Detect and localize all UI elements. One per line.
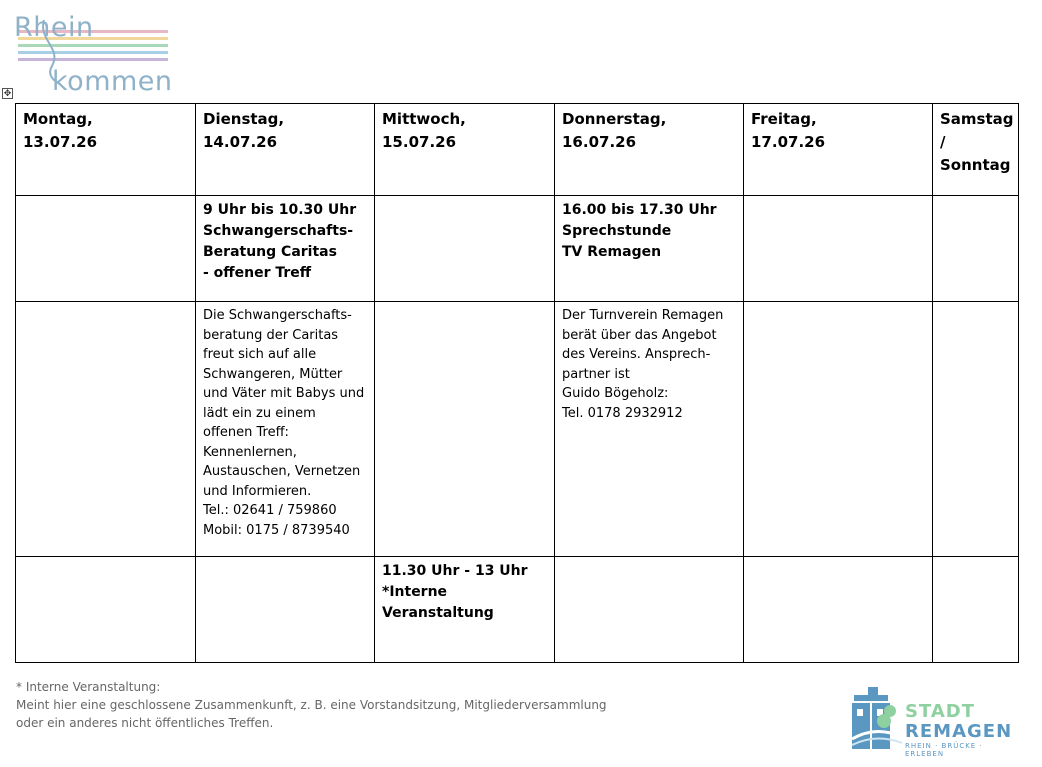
header-cell-tuesday — [196, 104, 375, 196]
table-cell — [933, 196, 1019, 302]
day-name: Dienstag, — [203, 110, 285, 128]
header-cell-monday — [16, 104, 196, 196]
table-row-event-titles — [16, 196, 1019, 302]
table-cell — [375, 557, 555, 663]
event-title: Schwangerschafts- Beratung Caritas - offener Treff — [203, 223, 354, 281]
day-date: 16.07.26 — [562, 133, 637, 151]
table-cell — [744, 302, 933, 557]
logo-word-remagen: REMAGEN — [905, 721, 1013, 742]
day-name: Donnerstag, — [562, 110, 667, 128]
header-cell-wednesday — [375, 104, 555, 196]
table-cell — [196, 196, 375, 302]
table-cell — [933, 557, 1019, 663]
stadt-remagen-logo — [848, 685, 1018, 758]
logo-word-kommen: kommen — [52, 66, 173, 97]
rhein-kommen-logo — [6, 6, 171, 98]
event-time: 11.30 Uhr - 13 Uhr — [382, 563, 528, 579]
footnote-line: * Interne Veranstaltung: — [16, 680, 161, 694]
event-time: 16.00 bis 17.30 Uhr — [562, 202, 717, 218]
footnote-line: oder ein anderes nicht öffentliches Treffen. — [16, 716, 274, 730]
table-move-handle-icon[interactable]: ✥ — [3, 89, 12, 99]
table-cell — [744, 196, 933, 302]
table-cell — [375, 302, 555, 557]
table-row-event-descriptions — [16, 302, 1019, 557]
table-cell — [555, 557, 744, 663]
header-cell-friday — [744, 104, 933, 196]
day-name: Freitag, — [751, 110, 817, 128]
header-cell-weekend — [933, 104, 1019, 196]
table-row-header — [16, 104, 1019, 196]
table-cell — [16, 196, 196, 302]
day-name: Montag, — [23, 110, 93, 128]
table-cell — [555, 302, 744, 557]
bridge-tower-icon — [848, 685, 904, 751]
table-cell — [196, 557, 375, 663]
table-cell — [16, 557, 196, 663]
logo-word-stadt: STADT — [905, 701, 975, 722]
event-description: Der Turnverein Remagen berät über das Angebot des Vereins. Ansprech- partner ist Guido Bögeholz: Tel. 0178 2932912 — [562, 308, 724, 421]
event-title: *Interne Veranstaltung — [382, 584, 494, 621]
footnote-line: Meint hier eine geschlossene Zusammenkunft, z. B. eine Vorstandsitzung, Mitgliederversammlung — [16, 698, 607, 712]
day-name: Mittwoch, — [382, 110, 466, 128]
table-cell — [555, 196, 744, 302]
footnote — [16, 678, 607, 732]
day-date: 15.07.26 — [382, 133, 457, 151]
table-cell — [16, 302, 196, 557]
table-cell — [196, 302, 375, 557]
logo-word-rhein: Rhein — [14, 12, 94, 43]
table-row-internal-event — [16, 557, 1019, 663]
day-name: Samstag / Sonntag — [940, 110, 1014, 174]
table-cell — [933, 302, 1019, 557]
event-time: 9 Uhr bis 10.30 Uhr — [203, 202, 357, 218]
header-cell-thursday — [555, 104, 744, 196]
day-date: 13.07.26 — [23, 133, 98, 151]
event-title: Sprechstunde TV Remagen — [562, 223, 672, 260]
event-description: Die Schwangerschafts- beratung der Caritas freut sich auf alle Schwangeren, Mütter und Väter mit Babys und lädt ein zu einem offenen Treff: Kennenlernen, Austauschen, Vernetzen und Informieren. Tel.: 02641 / 759860 Mobil: 0175 / 8739540 — [203, 308, 365, 538]
table-cell — [744, 557, 933, 663]
table-cell — [375, 196, 555, 302]
day-date: 17.07.26 — [751, 133, 826, 151]
day-date: 14.07.26 — [203, 133, 278, 151]
weekly-schedule-table — [15, 103, 1019, 663]
logo-tagline: RHEIN · BRÜCKE · ERLEBEN — [905, 742, 983, 758]
